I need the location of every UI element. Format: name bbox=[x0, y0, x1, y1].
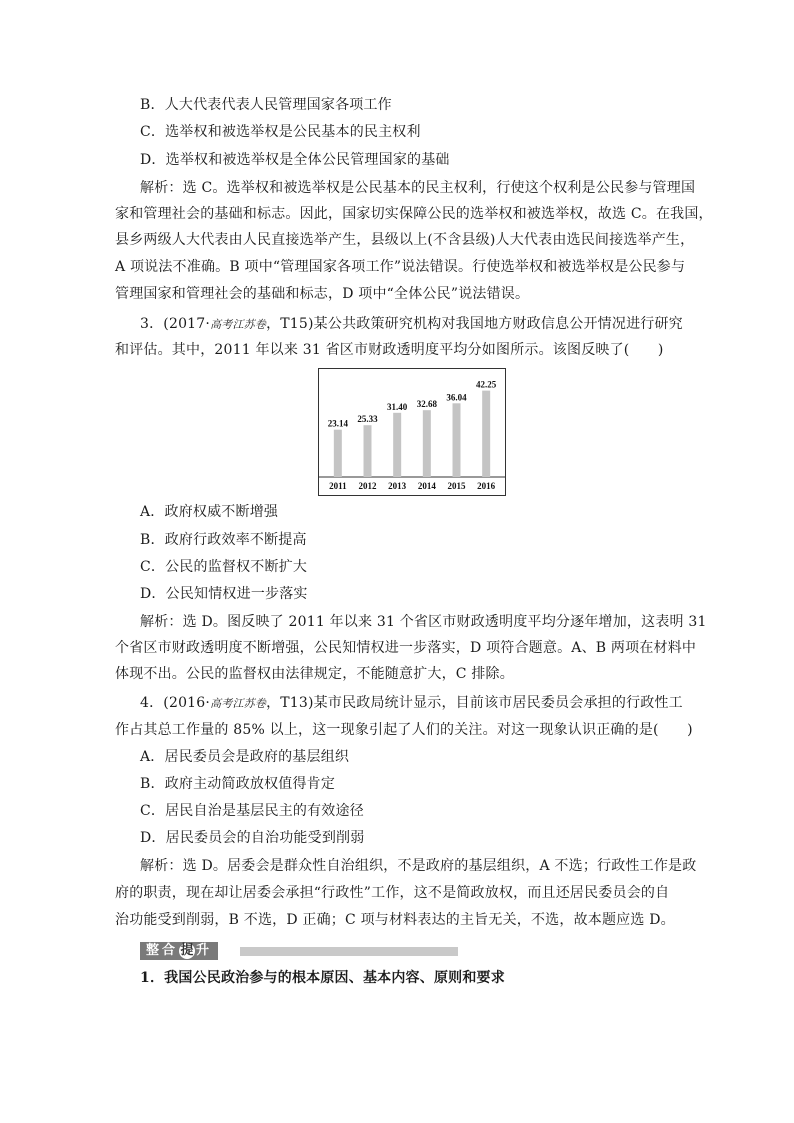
chart-value-label: 23.14 bbox=[327, 418, 348, 429]
summary-heading: 1．我国公民政治参与的根本原因、基本内容、原则和要求 bbox=[140, 970, 505, 986]
q4-option-d: D．居民委员会的自治功能受到削弱 bbox=[140, 830, 365, 846]
chart-category-label: 2015 bbox=[447, 481, 466, 491]
q3-stem-line1 bbox=[140, 314, 683, 335]
q4-option-a: A．居民委员会是政府的基层组织 bbox=[140, 749, 350, 765]
q3-number: 3．(2017· bbox=[140, 316, 211, 332]
q2-analysis-line: 管理国家和管理社会的基础和标志，D 项中“全体公民”说法错误。 bbox=[115, 286, 530, 302]
chart-value-label: 36.04 bbox=[446, 392, 467, 403]
chart-bar bbox=[423, 410, 431, 477]
q3-stem-line2: 和评估。其中，2011 年以来 31 省区市财政透明度平均分如图所示。该图反映了( ) bbox=[115, 342, 664, 358]
q2-analysis-line: 家和管理社会的基础和标志。因此，国家切实保障公民的选举权和被选举权，故选 C。在我国， bbox=[115, 206, 713, 222]
q3-option-a: A．政府权威不断增强 bbox=[140, 504, 279, 520]
q4-option-b: B．政府主动简政放权值得肯定 bbox=[140, 776, 336, 792]
banner-label bbox=[140, 942, 218, 960]
q4-stem-line2: 作占其总工作量的 85% 以上，这一现象引起了人们的关注。对这一现象认识正确的是( ) bbox=[115, 722, 693, 738]
q3-stem-text: ，T15)某公共政策研究机构对我国地方财政信息公开情况进行研究 bbox=[266, 316, 683, 332]
chart-category-label: 2012 bbox=[358, 481, 377, 491]
q3-option-b: B．政府行政效率不断提高 bbox=[140, 532, 307, 548]
chart-bar bbox=[334, 430, 342, 477]
q3-analysis-line: 体现不出。公民的监督权由法律规定，不能随意扩大，C 排除。 bbox=[115, 666, 514, 682]
q3-analysis-line: 解析：选 D。图反映了 2011 年以来 31 个省区市财政透明度平均分逐年增加，这表明 31 bbox=[140, 614, 707, 630]
q4-option-c: C．居民自治是基层民主的有效途径 bbox=[140, 803, 364, 819]
q4-analysis-line: 解析：选 D。居委会是群众性自治组织，不是政府的基层组织，A 不选；行政性工作是政 bbox=[140, 858, 697, 874]
q4-number: 4．(2016· bbox=[140, 695, 211, 711]
q2-option-c: C．选举权和被选举权是公民基本的民主权利 bbox=[140, 124, 421, 140]
q4-source: 高考江苏卷 bbox=[210, 697, 267, 710]
chart-category-label: 2013 bbox=[388, 481, 407, 491]
q2-option-b: B．人大代表代表人民管理国家各项工作 bbox=[140, 97, 392, 113]
chart-canvas bbox=[319, 369, 505, 495]
q2-analysis-line: A 项说法不准确。B 项中“管理国家各项工作”说法错误。行使选举权和被选举权是公民参与 bbox=[115, 259, 686, 275]
chart-bar bbox=[393, 413, 401, 477]
q3-option-c: C．公民的监督权不断扩大 bbox=[140, 559, 308, 575]
chart-category-label: 2016 bbox=[477, 481, 496, 491]
transparency-bar-chart bbox=[318, 368, 506, 496]
q2-analysis-line: 解析：选 C。选举权和被选举权是公民基本的民主权利，行使这个权利是公民参与管理国 bbox=[140, 180, 696, 196]
q4-analysis-line: 治功能受到削弱，B 不选，D 正确；C 项与材料表达的主旨无关，不选，故本题应选 D。 bbox=[115, 912, 675, 928]
banner-text-pre: 整合 bbox=[146, 943, 179, 958]
q3-option-d: D．公民知情权进一步落实 bbox=[140, 586, 308, 602]
chart-bar bbox=[482, 391, 490, 477]
q2-analysis-line: 县乡两级人大代表由人民直接选举产生，县级以上(不含县级)人大代表由选民间接选举产生， bbox=[115, 232, 695, 248]
q4-stem-text: ，T13)某市民政局统计显示，目前该市居民委员会承担的行政性工 bbox=[266, 695, 683, 711]
chart-value-label: 25.33 bbox=[357, 414, 378, 425]
banner-circled-char: 提 bbox=[180, 943, 194, 958]
banner-text-post: 升 bbox=[196, 943, 213, 958]
banner-rule bbox=[240, 947, 458, 956]
section-banner bbox=[140, 942, 458, 960]
chart-bar bbox=[453, 403, 461, 477]
q4-stem-line1 bbox=[140, 693, 683, 714]
q4-analysis-line: 府的职责，现在却让居委会承担“行政性”工作，这不是简政放权，而且还居民委员会的自 bbox=[115, 885, 670, 901]
chart-value-label: 31.40 bbox=[387, 401, 408, 412]
chart-bar bbox=[364, 425, 372, 477]
q3-source: 高考江苏卷 bbox=[210, 318, 267, 331]
q2-option-d: D．选举权和被选举权是全体公民管理国家的基础 bbox=[140, 152, 450, 168]
chart-value-label: 32.68 bbox=[416, 399, 437, 410]
q3-analysis-line: 个省区市财政透明度不断增强，公民知情权进一步落实，D 项符合题意。A、B 两项在材料中 bbox=[115, 640, 697, 656]
chart-category-label: 2014 bbox=[417, 481, 436, 491]
chart-category-label: 2011 bbox=[329, 481, 347, 491]
chart-value-label: 42.25 bbox=[476, 379, 497, 390]
